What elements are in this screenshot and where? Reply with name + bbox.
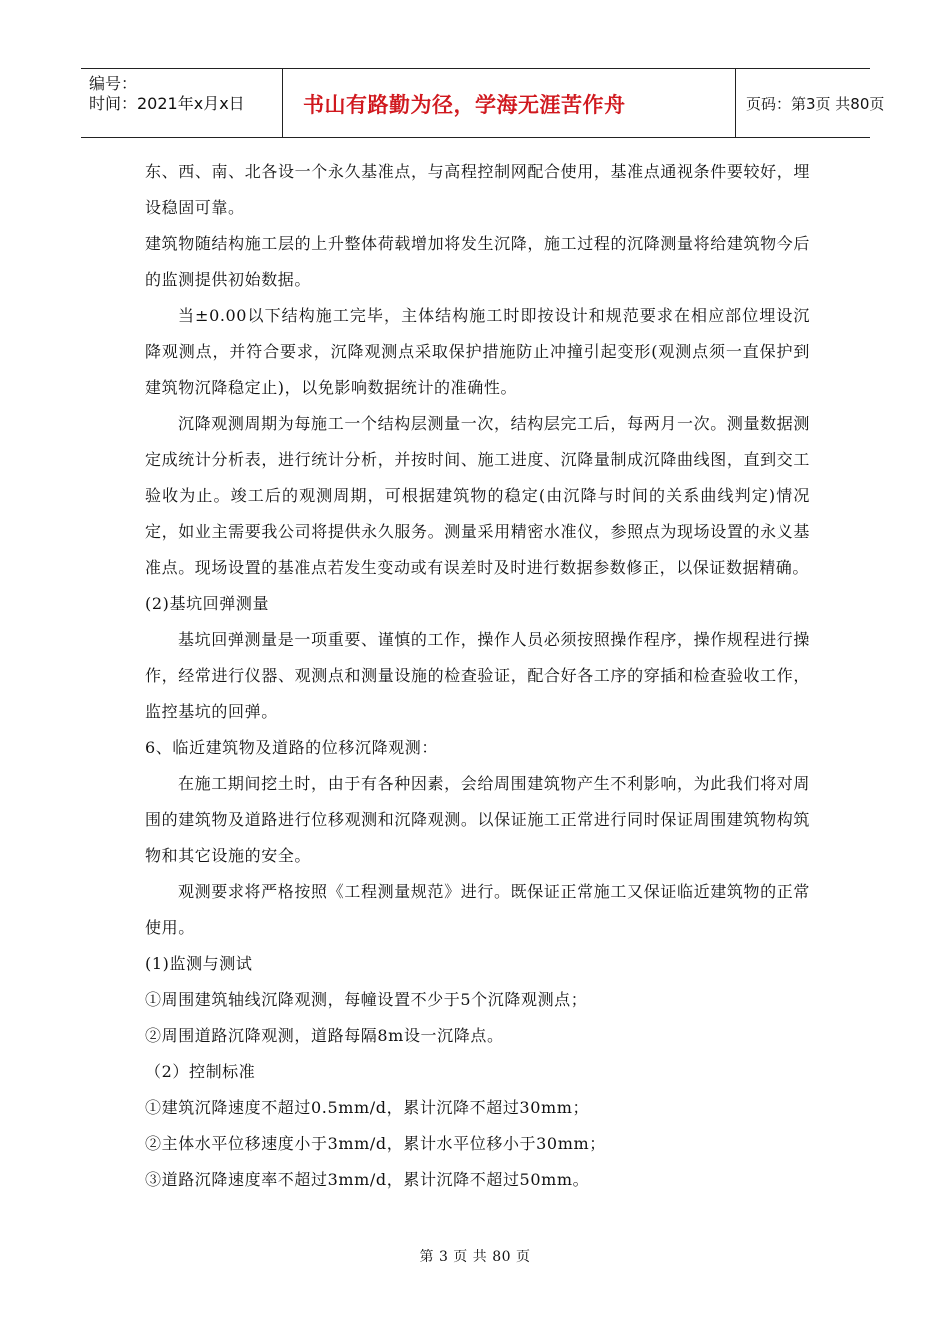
section-heading: 6、临近建筑物及道路的位移沉降观测： xyxy=(145,738,438,757)
section-heading: (2)基坑回弹测量 xyxy=(145,594,270,613)
header-page-cell xyxy=(736,69,885,137)
document-header xyxy=(81,68,885,138)
document-number-label: 编号： xyxy=(89,74,138,93)
section-heading: (1)监测与测试 xyxy=(145,954,253,973)
section-heading: （2）控制标准 xyxy=(145,1062,256,1081)
list-item: ②周围道路沉降观测，道路每隔8m设一沉降点。 xyxy=(145,1026,504,1045)
header-page-info: 页码：第3页 共80页 xyxy=(746,95,885,113)
document-time-label: 时间：2021年x月x日 xyxy=(89,94,245,113)
paragraph: 当±0.00以下结构施工完毕，主体结构施工时即按设计和规范要求在相应部位埋设沉降观测点，并符合要求，沉降观测点采取保护措施防止冲撞引起变形(观测点须一直保护到建筑物沉降稳定止)，以免影响数据统计的准确性。 xyxy=(145,306,810,397)
list-item: ③道路沉降速度率不超过3mm/d，累计沉降不超过50mm。 xyxy=(145,1170,590,1189)
paragraph: 基坑回弹测量是一项重要、谨慎的工作，操作人员必须按照操作程序，操作规程进行操作，经常进行仪器、观测点和测量设施的检查验证，配合好各工序的穿插和检查验收工作，监控基坑的回弹。 xyxy=(145,630,810,721)
list-item: ①建筑沉降速度不超过0.5mm/d，累计沉降不超过30mm； xyxy=(145,1098,590,1117)
header-motto-cell xyxy=(283,69,736,137)
header-motto: 书山有路勤为径，学海无涯苦作舟 xyxy=(303,93,626,117)
paragraph: 在施工期间挖土时，由于有各种因素，会给周围建筑物产生不利影响，为此我们将对周围的建筑物及道路进行位移观测和沉降观测。以保证施工正常进行同时保证周围建筑物构筑物和其它设施的安全。 xyxy=(145,774,810,865)
paragraph: 沉降观测周期为每施工一个结构层测量一次，结构层完工后，每两月一次。测量数据测定成统计分析表，进行统计分析，并按时间、施工进度、沉降量制成沉降曲线图，直到交工验收为止。竣工后的观测周期，可根据建筑物的稳定(由沉降与时间的关系曲线判定)情况定，如业主需要我公司将提供永久服务。测量采用精密水准仪，参照点为现场设置的永义基准点。现场设置的基准点若发生变动或有误差时及时进行数据参数修正，以保证数据精确。 xyxy=(145,414,810,577)
paragraph: 观测要求将严格按照《工程测量规范》进行。既保证正常施工又保证临近建筑物的正常使用。 xyxy=(145,882,810,937)
document-body xyxy=(145,154,810,1198)
paragraph: 建筑物随结构施工层的上升整体荷载增加将发生沉降，施工过程的沉降测量将给建筑物今后的监测提供初始数据。 xyxy=(145,234,810,289)
list-item: ①周围建筑轴线沉降观测，每幢设置不少于5个沉降观测点； xyxy=(145,990,588,1009)
page-footer: 第 3 页 共 80 页 xyxy=(419,1249,531,1265)
header-meta-cell xyxy=(81,69,283,137)
list-item: ②主体水平位移速度小于3mm/d，累计水平位移小于30mm； xyxy=(145,1134,606,1153)
paragraph: 东、西、南、北各设一个永久基准点，与高程控制网配合使用，基准点通视条件要较好，埋设稳固可靠。 xyxy=(145,162,810,217)
